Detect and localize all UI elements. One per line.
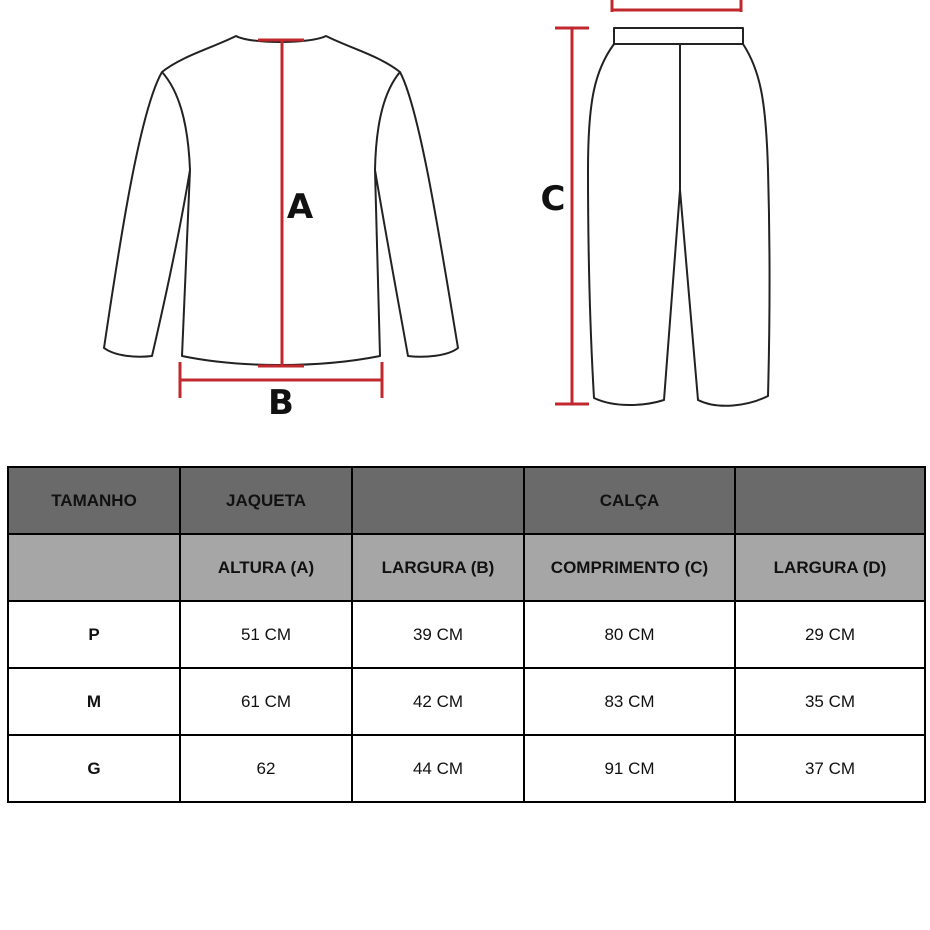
header-blank-2 — [735, 467, 925, 534]
comprimento-cell: 80 CM — [524, 601, 735, 668]
subheader-altura: ALTURA (A) — [180, 534, 352, 601]
label-a: A — [286, 187, 314, 227]
largura-b-cell: 44 CM — [352, 735, 524, 802]
header-jaqueta: JAQUETA — [180, 467, 352, 534]
table-row — [8, 601, 925, 668]
subheader-comprimento: COMPRIMENTO (C) — [524, 534, 735, 601]
header-row-2 — [8, 534, 925, 601]
altura-cell: 51 CM — [180, 601, 352, 668]
table-row — [8, 735, 925, 802]
subheader-largura-b: LARGURA (B) — [352, 534, 524, 601]
header-blank-1 — [352, 467, 524, 534]
label-b: B — [268, 383, 294, 423]
size-cell: P — [8, 601, 180, 668]
size-chart-table — [7, 466, 926, 803]
header-row-1 — [8, 467, 925, 534]
largura-d-cell: 35 CM — [735, 668, 925, 735]
largura-b-cell: 39 CM — [352, 601, 524, 668]
comprimento-cell: 91 CM — [524, 735, 735, 802]
largura-d-cell: 29 CM — [735, 601, 925, 668]
size-cell: G — [8, 735, 180, 802]
largura-d-cell: 37 CM — [735, 735, 925, 802]
largura-b-cell: 42 CM — [352, 668, 524, 735]
size-cell: M — [8, 668, 180, 735]
label-c: C — [540, 179, 566, 219]
pants-outline — [588, 28, 770, 406]
table-row — [8, 668, 925, 735]
comprimento-cell: 83 CM — [524, 668, 735, 735]
header-calca: CALÇA — [524, 467, 735, 534]
garment-diagram — [0, 0, 930, 430]
header-tamanho: TAMANHO — [8, 467, 180, 534]
subheader-largura-d: LARGURA (D) — [735, 534, 925, 601]
altura-cell: 62 — [180, 735, 352, 802]
measure-lines — [180, 0, 741, 404]
altura-cell: 61 CM — [180, 668, 352, 735]
subheader-blank — [8, 534, 180, 601]
